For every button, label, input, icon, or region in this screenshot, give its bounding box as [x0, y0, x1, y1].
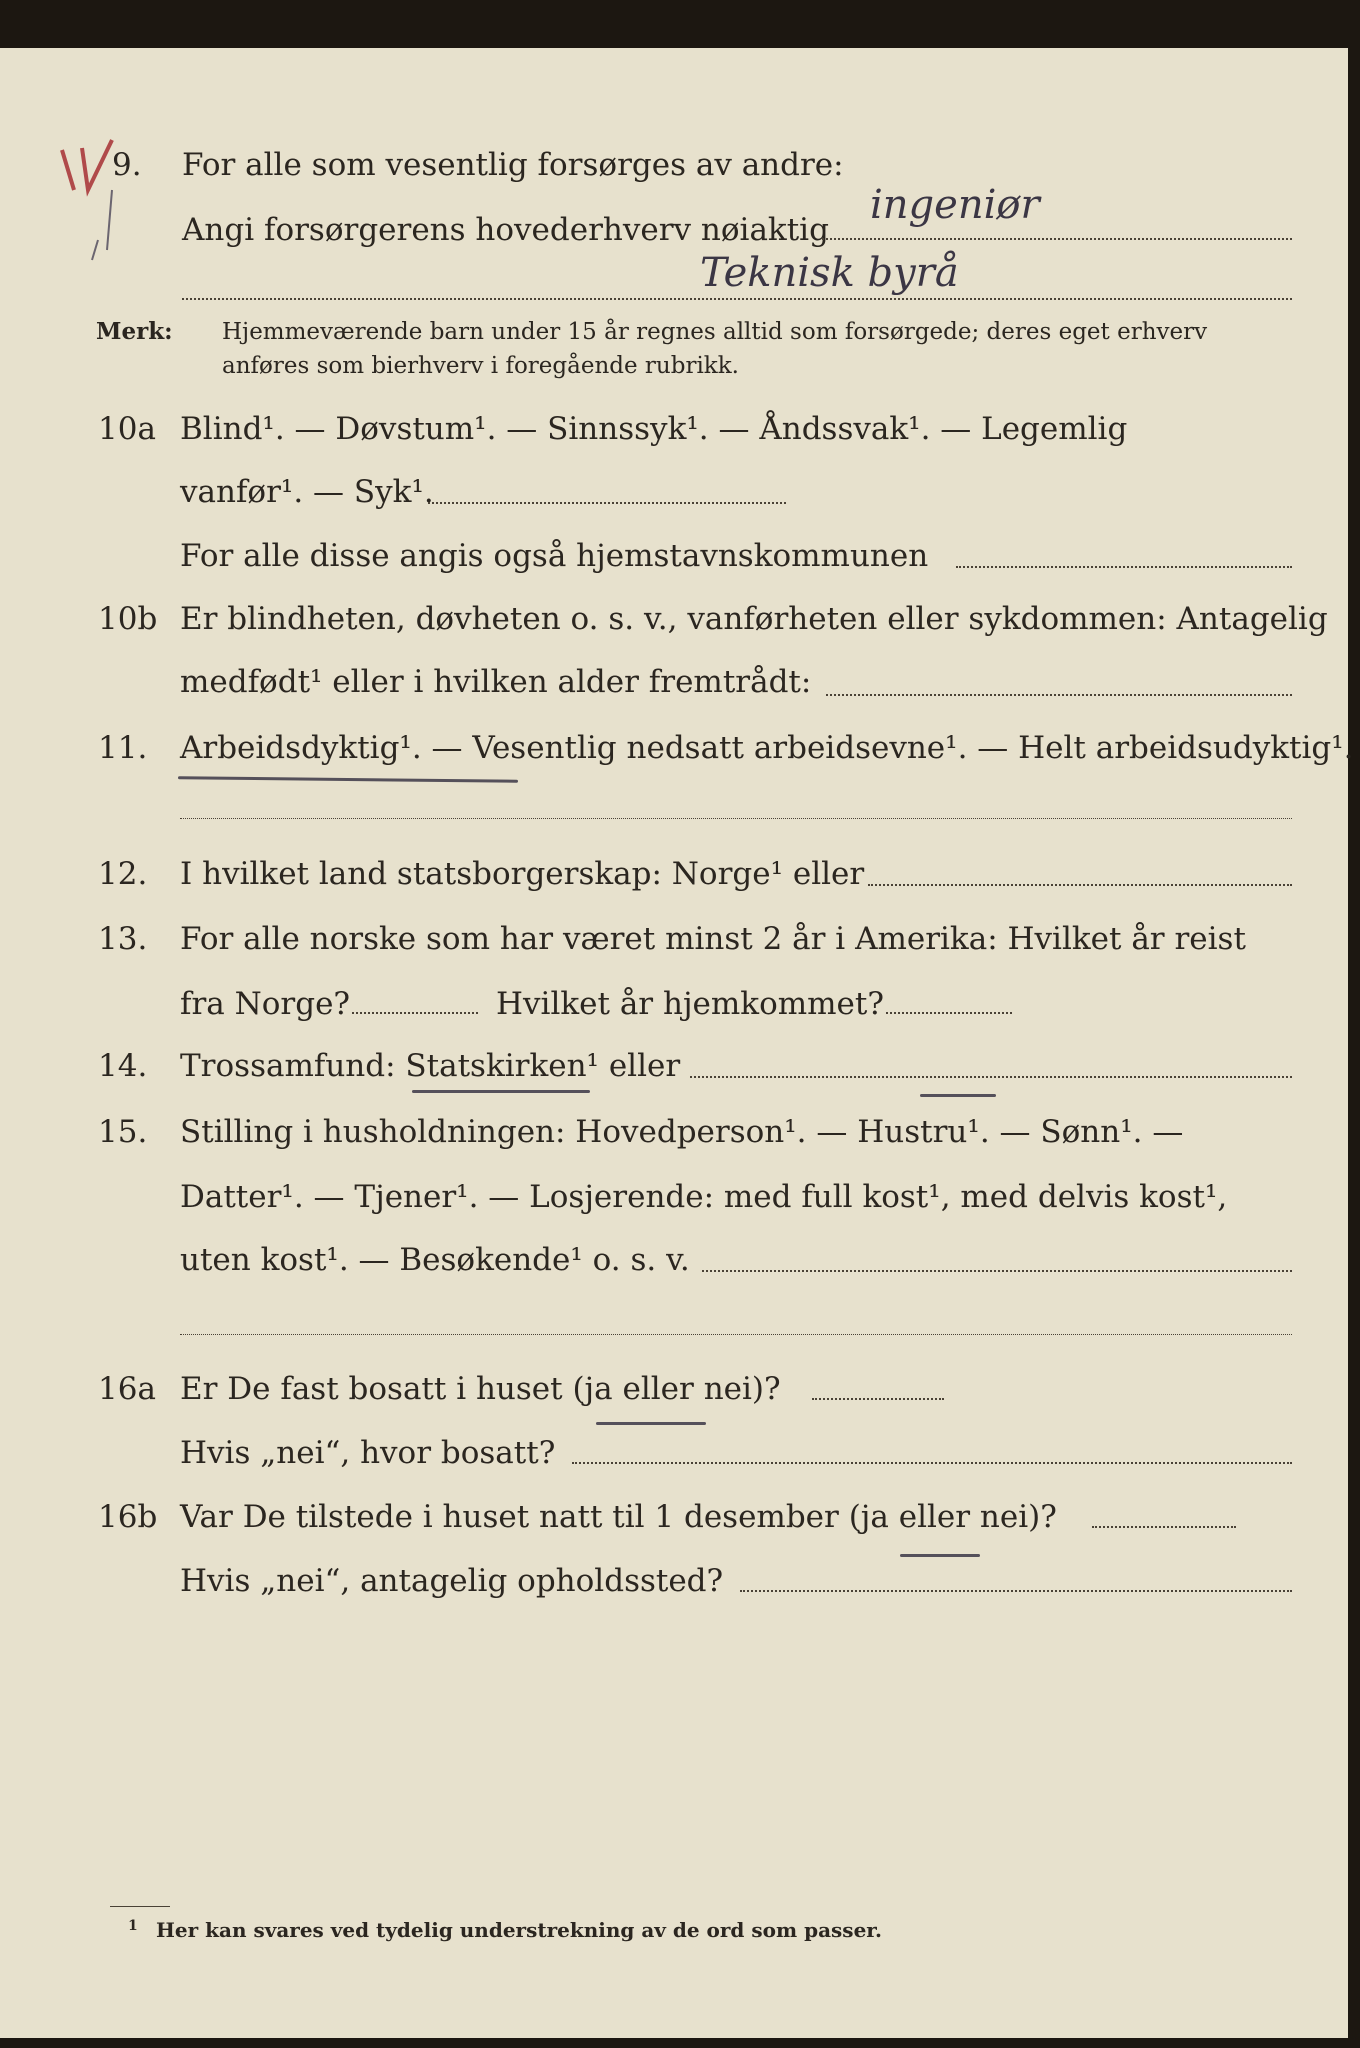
q10a-line3: For alle disse angis også hjemstavnskommunen — [180, 538, 929, 574]
q16b-line1: Var De tilstede i huset natt til 1 desember (ja eller nei)? — [180, 1499, 1057, 1535]
scan-edge-top — [0, 0, 1360, 48]
q16b-answer-line2 — [740, 1590, 1292, 1592]
scan-edge-right — [1348, 0, 1360, 2048]
merk-line1: Hjemmeværende barn under 15 år regnes alltid som forsørgede; deres eget erhverv — [222, 319, 1208, 345]
q16a-line2: Hvis „nei“, hvor bosatt? — [180, 1435, 556, 1471]
merk-line2: anføres som bierhverv i foregående rubrikk. — [222, 353, 739, 379]
q14-answer-line — [690, 1076, 1292, 1078]
q15-answer-line2 — [180, 1334, 1292, 1335]
q10a-number: 10a — [98, 411, 156, 447]
q14-number: 14. — [98, 1048, 148, 1084]
q9-handwritten-occupation: ingeniør — [870, 182, 1040, 228]
q16b-underline-mark — [900, 1554, 980, 1557]
scan-edge-bottom — [0, 2038, 1360, 2048]
q16b-answer-line1 — [1092, 1526, 1236, 1528]
q10a-answer-line2 — [956, 566, 1292, 568]
q10a-line1: Blind¹. — Døvstum¹. — Sinnssyk¹. — Åndssvak¹. — Legemlig — [180, 411, 1128, 447]
footnote-divider — [110, 1906, 170, 1907]
q13-answer-line1 — [352, 1012, 478, 1014]
q16a-answer-line2 — [572, 1462, 1292, 1464]
q13-answer-line2 — [886, 1012, 1012, 1014]
q10b-line1: Er blindheten, døvheten o. s. v., vanførheten eller sykdommen: Antagelig — [180, 601, 1328, 637]
q10a-answer-line1 — [428, 502, 786, 504]
footnote-mark: 1 — [128, 1918, 138, 1934]
merk-label: Merk: — [96, 318, 173, 345]
q9-answer-line1 — [822, 238, 1292, 240]
q9-line1: For alle som vesentlig forsørges av andre: — [182, 147, 844, 183]
q10b-line2: medfødt¹ eller i hvilken alder fremtrådt: — [180, 664, 812, 700]
q16a-line1: Er De fast bosatt i huset (ja eller nei)? — [180, 1371, 781, 1407]
q16b-number: 16b — [98, 1499, 158, 1535]
q9-handwritten-employer: Teknisk byrå — [700, 250, 959, 296]
q13-number: 13. — [98, 921, 148, 957]
q13-line1: For alle norske som har været minst 2 år i Amerika: Hvilket år reist — [180, 921, 1246, 957]
q10b-number: 10b — [98, 601, 158, 637]
q12-number: 12. — [98, 856, 148, 892]
q11-line1: Arbeidsdyktig¹. — Vesentlig nedsatt arbeidsevne¹. — Helt arbeidsudyktig¹. — [180, 730, 1354, 766]
q15-line2: Datter¹. — Tjener¹. — Losjerende: med full kost¹, med delvis kost¹, — [180, 1179, 1228, 1215]
q16a-answer-line1 — [812, 1398, 944, 1400]
q15-line3: uten kost¹. — Besøkende¹ o. s. v. — [180, 1242, 690, 1278]
q11-answer-line — [180, 818, 1292, 819]
q13-line2b: Hvilket år hjemkommet? — [496, 986, 884, 1022]
q15-number: 15. — [98, 1114, 148, 1150]
q14-underline-mark — [412, 1090, 590, 1093]
q12-line1: I hvilket land statsborgerskap: Norge¹ eller — [180, 856, 865, 892]
q10b-answer-line — [826, 694, 1292, 696]
q9-answer-line2 — [182, 298, 1292, 300]
q9-line2: Angi forsørgerens hovederhverv nøiaktig — [182, 212, 829, 248]
q16b-line2: Hvis „nei“, antagelig opholdssted? — [180, 1563, 724, 1599]
q15-answer-line1 — [702, 1270, 1292, 1272]
q9-number: 9. — [112, 147, 142, 183]
q15-underline-mark — [920, 1094, 996, 1097]
q13-line2a: fra Norge? — [180, 986, 351, 1022]
q16a-number: 16a — [98, 1371, 156, 1407]
footnote-text: Her kan svares ved tydelig understrekning av de ord som passer. — [156, 1918, 882, 1942]
q14-line1: Trossamfund: Statskirken¹ eller — [180, 1048, 681, 1084]
q11-number: 11. — [98, 730, 148, 766]
q16a-underline-mark — [596, 1422, 706, 1425]
q15-line1: Stilling i husholdningen: Hovedperson¹. — Hustru¹. — Sønn¹. — — [180, 1114, 1184, 1150]
q10a-line2: vanfør¹. — Syk¹. — [180, 474, 434, 510]
q12-answer-line — [868, 884, 1292, 886]
